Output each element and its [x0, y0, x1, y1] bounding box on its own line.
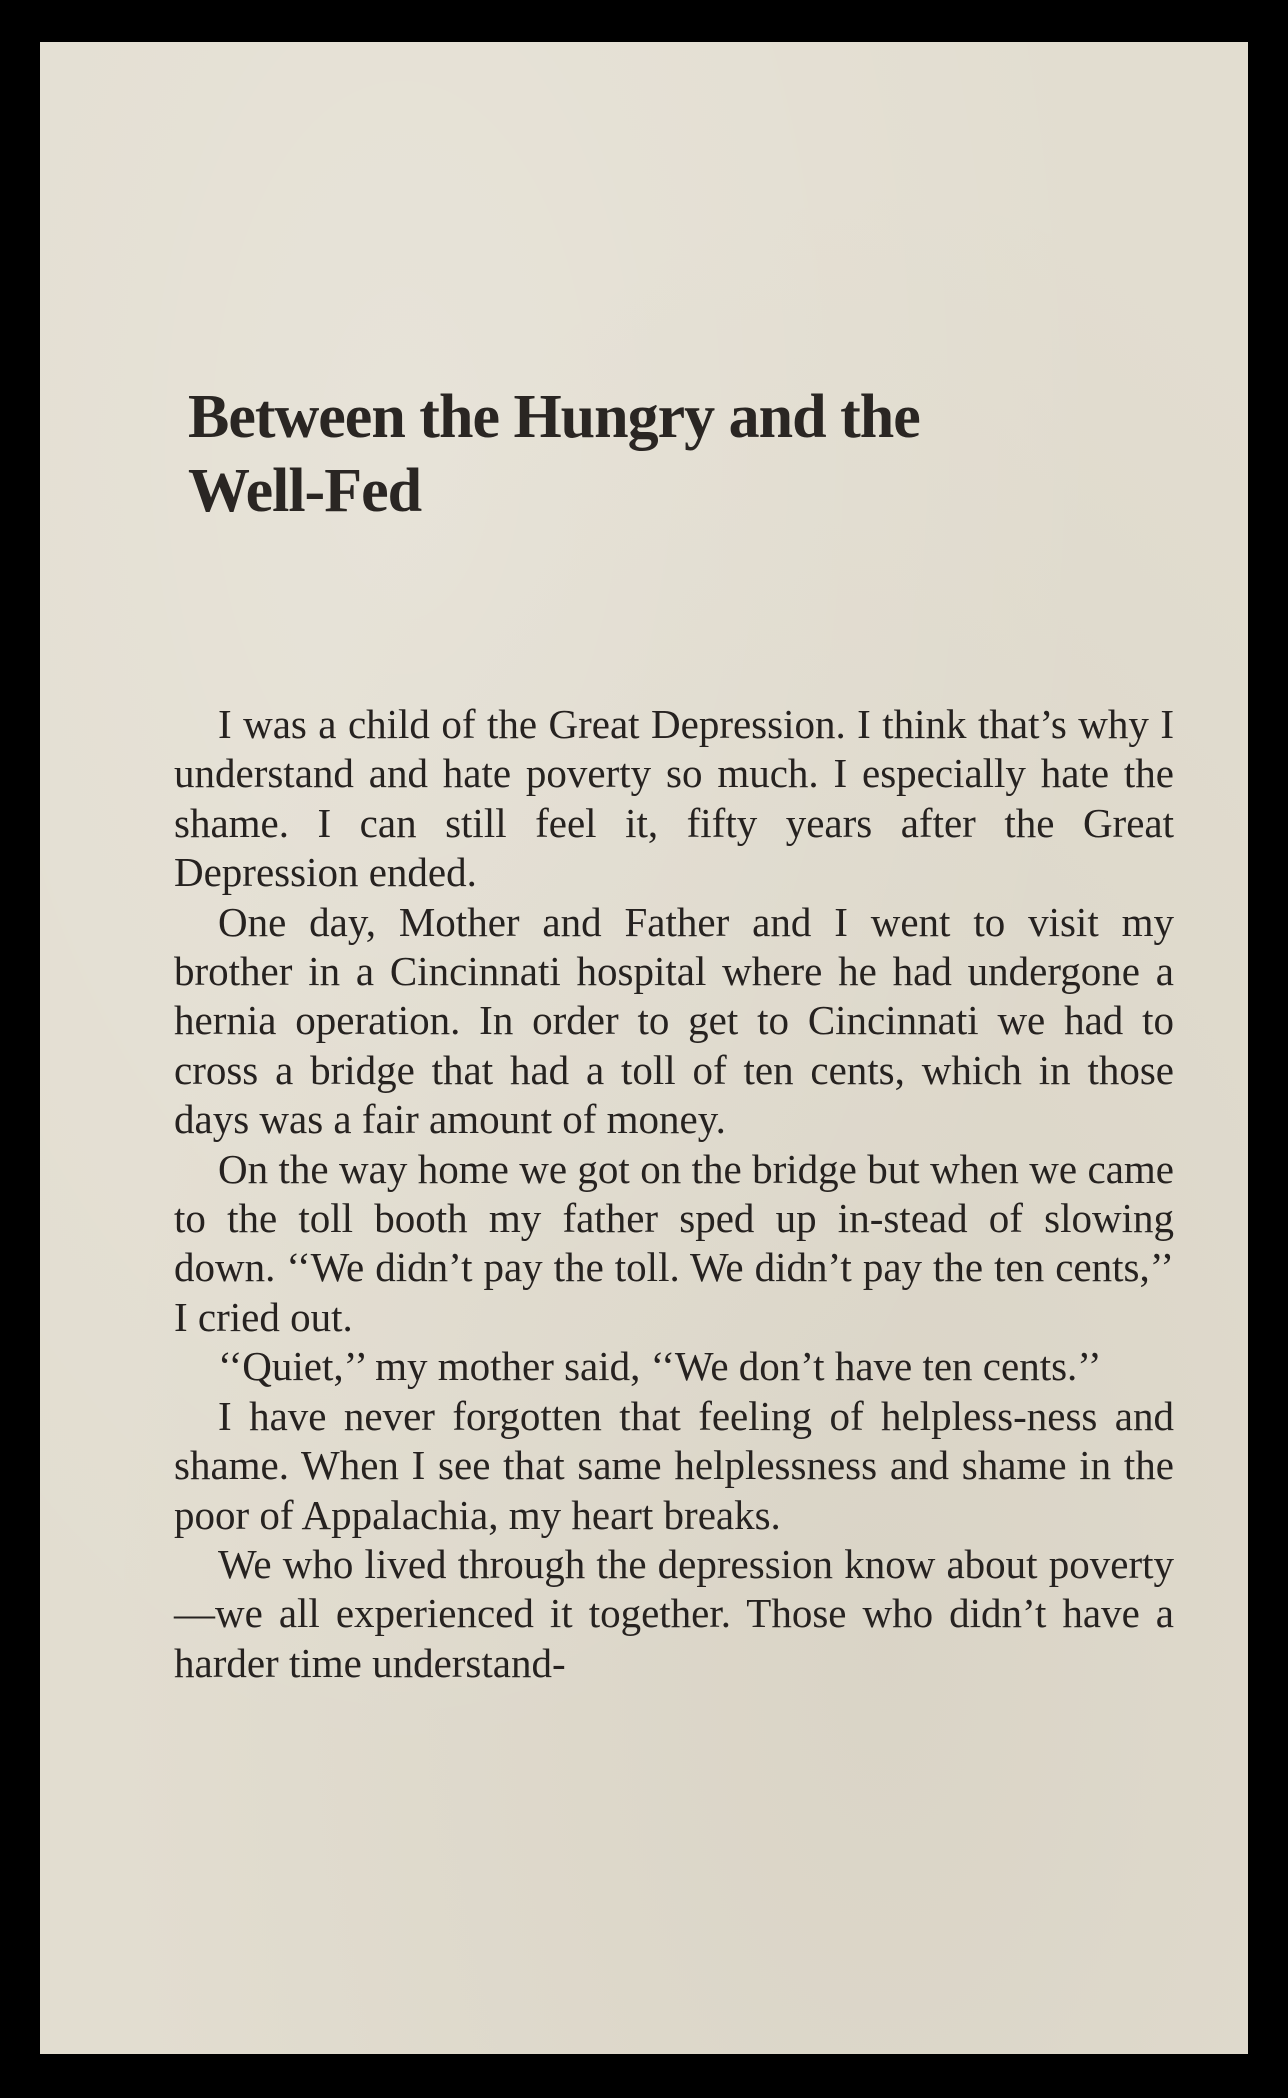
paragraph: I have never forgotten that feeling of helpless-ness and shame. When I see that same helplessness and shame in the poor of Appalachia, my heart breaks.	[174, 1392, 1174, 1538]
paragraph: On the way home we got on the bridge but when we came to the toll booth my father sped up in-stead of slowing down. ‘‘We didn’t pay the toll. We didn’t pay the ten cents,’’ I cried out.	[174, 1145, 1174, 1340]
title-line-2: Well-Fed	[188, 457, 422, 526]
paragraph: ‘‘Quiet,’’ my mother said, ‘‘We don’t have ten cents.’’	[218, 1343, 1102, 1390]
paragraph: One day, Mother and Father and I went to visit my brother in a Cincinnati hospital where he had undergone a hernia operation. In order to get to Cincinnati we had to cross a bridge that had a toll of ten cents, which in those days was a fair amount of money.	[174, 898, 1174, 1143]
document-page	[40, 42, 1248, 2054]
paragraph: I was a child of the Great Depression. I think that’s why I understand and hate poverty so much. I especially hate the shame. I can still feel it, fifty years after the Great Depression ended.	[174, 701, 1174, 896]
paragraph: We who lived through the depression know about poverty—we all experienced it together. Those who didn’t have a harder time understand-	[174, 1540, 1174, 1686]
article-body	[174, 700, 1174, 1688]
title-line-1: Between the Hungry and the	[188, 383, 920, 451]
article-title	[188, 380, 1148, 529]
